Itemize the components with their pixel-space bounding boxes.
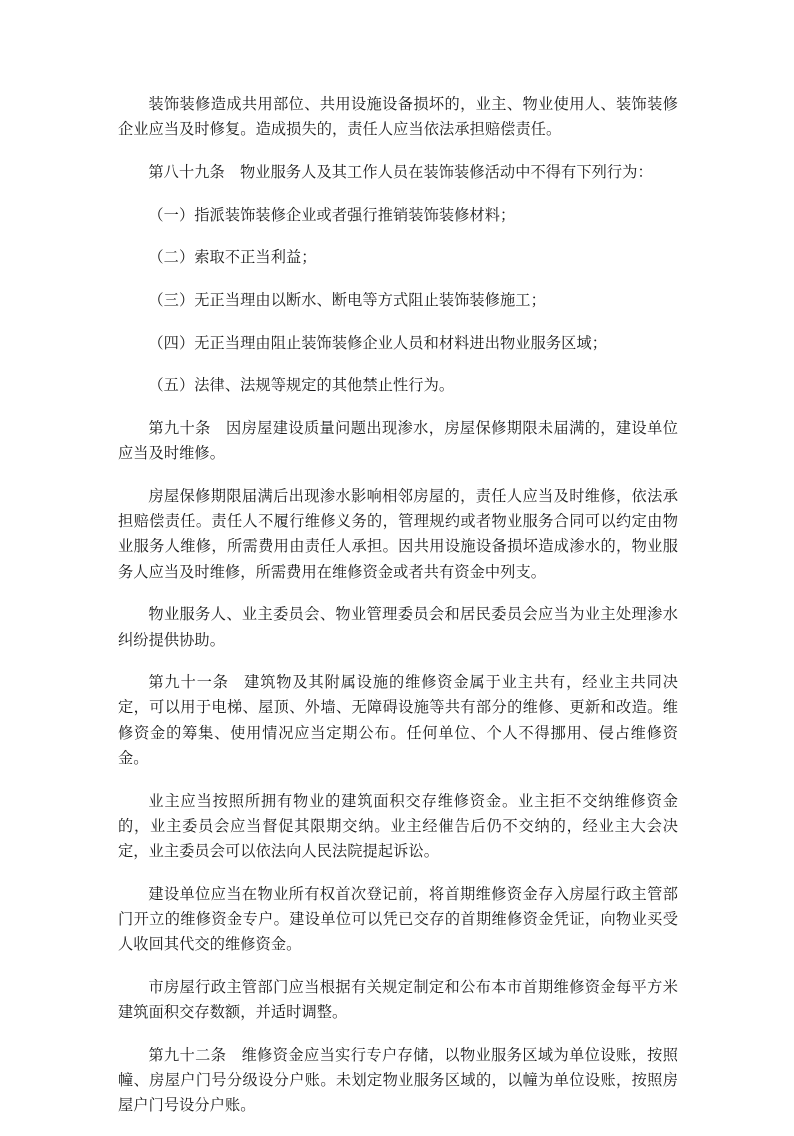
- paragraph: 装饰装修造成共用部位、共用设施设备损坏的，业主、物业使用人、装饰装修企业应当及时修复。造成损失的，责任人应当依法承担赔偿责任。: [118, 95, 678, 139]
- article-text: 建筑物及其附属设施的维修资金属于业主共有，经业主共同决定，可以用于电梯、屋顶、外墙、无障碍设施等共有部分的维修、更新和改造。维修资金的筹集、使用情况应当定期公布。任何单位、个人不得挪用、侵占维修资金。: [118, 673, 679, 767]
- list-item: （四）无正当理由阻止装饰装修企业人员和材料进出物业服务区域；: [148, 333, 608, 352]
- list-item: （二）索取不正当利益；: [148, 248, 317, 267]
- article-90: [118, 416, 678, 466]
- article-text: 因房屋建设质量问题出现渗水，房屋保修期限未届满的，建设单位应当及时维修。: [118, 419, 678, 463]
- article-heading: 第九十条: [148, 419, 211, 438]
- article-91: [118, 670, 678, 771]
- paragraph: 市房屋行政主管部门应当根据有关规定制定和公布本市首期维修资金每平方米建筑面积交存数额，并适时调整。: [118, 977, 678, 1021]
- paragraph: 建设单位应当在物业所有权首次登记前，将首期维修资金存入房屋行政主管部门开立的维修资金专户。建设单位可以凭已交存的首期维修资金凭证，向物业买受人收回其代交的维修资金。: [118, 884, 678, 954]
- article-92: [118, 1043, 678, 1119]
- article-heading: 第九十二条: [148, 1045, 227, 1064]
- article-89: [118, 160, 678, 185]
- paragraph: 房屋保修期限届满后出现渗水影响相邻房屋的，责任人应当及时维修，依法承担赔偿责任。责任人不履行维修义务的，管理规约或者物业服务合同可以约定由物业服务人维修，所需费用由责任人承担。因共用设施设备损坏造成渗水的，物业服务人应当及时维修，所需费用在维修资金或者共有资金中列支。: [118, 487, 678, 581]
- paragraph: 业主应当按照所拥有物业的建筑面积交存维修资金。业主拒不交纳维修资金的，业主委员会应当督促其限期交纳。业主经催告后仍不交纳的，经业主大会决定，业主委员会可以依法向人民法院提起诉讼。: [118, 791, 678, 860]
- list-item: （三）无正当理由以断水、断电等方式阻止装饰装修施工；: [148, 291, 546, 310]
- article-heading: 第九十一条: [148, 673, 229, 692]
- paragraph: 物业服务人、业主委员会、物业管理委员会和居民委员会应当为业主处理渗水纠纷提供协助。: [118, 605, 678, 649]
- article-heading: 第八十九条: [148, 162, 225, 181]
- list-item: （五）法律、法规等规定的其他禁止性行为。: [148, 376, 455, 395]
- article-text: 维修资金应当实行专户存储，以物业服务区域为单位设账，按照幢、房屋户门号分级设分户账。未划定物业服务区域的，以幢为单位设账，按照房屋户门号设分户账。: [118, 1045, 678, 1115]
- document-body: [118, 92, 678, 1136]
- list-item: （一）指派装饰装修企业或者强行推销装饰装修材料；: [148, 205, 516, 224]
- article-text: 物业服务人及其工作人员在装饰装修活动中不得有下列行为：: [240, 162, 653, 181]
